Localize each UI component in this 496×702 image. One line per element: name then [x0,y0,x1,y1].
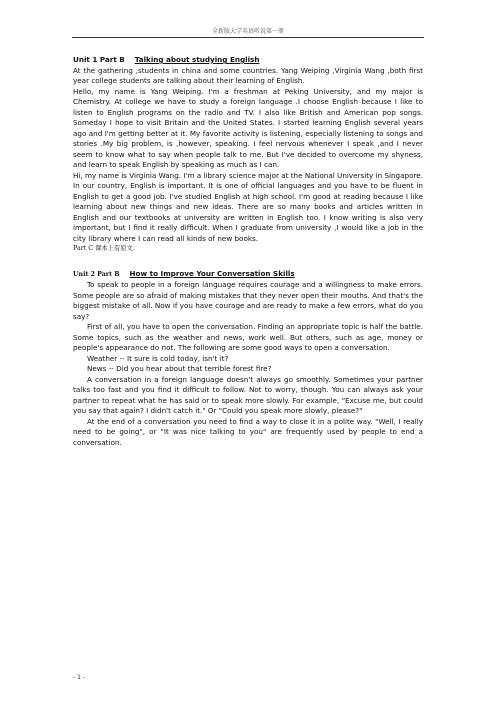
unit2-heading-prefix: Unit 2 Part B [73,270,120,278]
unit1-part-c-note: Part C 课本上有原文. [73,245,135,252]
header-divider [72,37,424,38]
unit1-paragraph: Hi, my name is Virginia Wang. I'm a library science major at the National University in Singapore. In our country, English is important. It is one of official languages and you have to be fluent in English to get a good job. I've studied English at high school. I'm good at reading because I like learning about new things and new ideas. There are so many books and articles written in English and our textbooks at university are written in English too. I know writing is also very important, but I find it really difficult. When I graduate from university ,I would like a job in the city library where I can read all kinds of new books. [73,170,423,243]
unit2-example-line: Weather -- It sure is cold today, isn't it? [87,353,229,363]
unit1-paragraph: At the gathering ,students in china and some countries. Yang Weiping ,Virginia Wang ,both first year college students are talking about their learning of English. [73,65,423,85]
unit2-heading [73,269,423,281]
unit1-heading-title: Talking about studying English [134,55,260,64]
unit2-example-line: News -- Did you hear about that terrible forest fire? [87,364,272,373]
section-spacer [73,255,423,269]
page-number: - 1 - [73,674,85,681]
unit2-heading-title: How to Improve Your Conversation Skills [129,268,295,278]
unit2-paragraph: A conversation in a foreign language doesn't always go smoothly. Sometimes your partner talks too fast and you find it difficult to follow. Not to worry, though. You can always ask your partner to repeat what he has said or to speak more slowly. For example, "Excuse me, but could you say that again? I didn't catch it." Or "Could you speak more slowly, please?" [73,374,423,415]
unit2-paragraph: First of all, you have to open the conversation. Finding an appropriate topic is half the battle. Some topics, such as the weather and news, work well. But others, such as age, money or people's appearance do not. The following are some good ways to open a conversation. [73,322,423,352]
running-header: 全新版大学英语听说第一册 [211,28,284,35]
unit1-heading-prefix: Unit 1 Part B [73,55,125,64]
document-body [73,55,423,448]
unit2-paragraph: At the end of a conversation you need to find a way to close it in a polite way. "Well, I really need to be going", or "It was nice talking to you" are frequently used by people to end a conversation. [73,416,423,447]
unit2-paragraph: To speak to people in a foreign language requires courage and a willingness to make errors. Some people are so afraid of making mistakes that they never open their mouths. And that's the biggest mistake of all. Now if you have courage and are ready to make a few errors, what do you say? [73,280,423,321]
unit1-paragraph: Hello, my name is Yang Weiping. I'm a freshman at Peking University, and my major is Chemistry. At college we have to study a foreign language .I choose English because I like to listen to English programs on the radio and TV. I also like British and American pop songs. Someday I hope to visit Britain and the United States. I started learning English several years ago and I'm getting better at it. My favorite activity is listening, especially listening to songs and stories .My big problem, is ,however, speaking. I feel nervous whenever I speak ,and I never seem to know what to say when people talk to me. But I've decided to overcome my shyness, and learn to speak English by speaking as much as I can. [73,86,423,169]
unit1-heading [73,55,423,66]
